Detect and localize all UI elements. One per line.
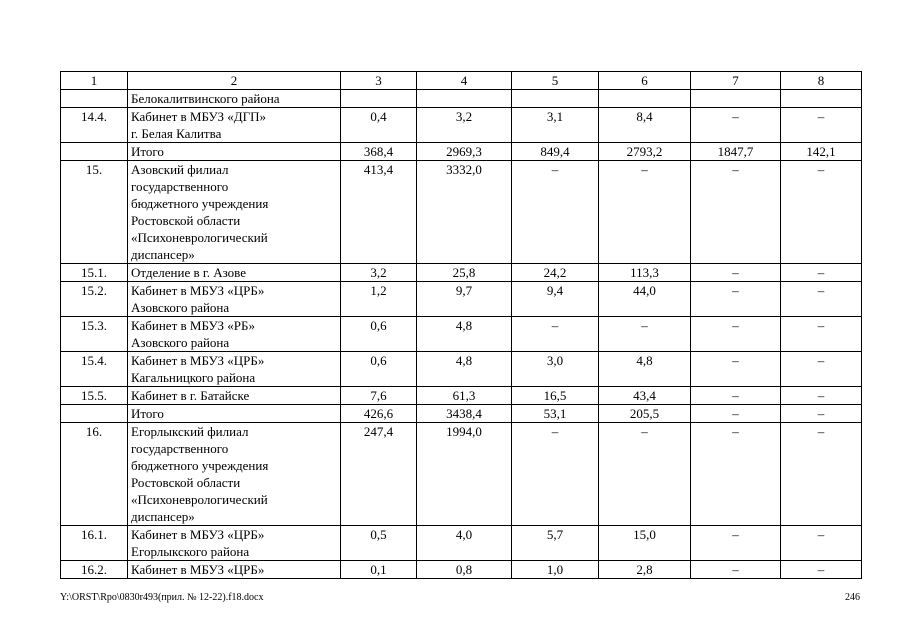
value-cell: 9,4 bbox=[512, 282, 599, 317]
row-name-line: бюджетного учреждения bbox=[131, 196, 269, 211]
value-cell: 2793,2 bbox=[599, 143, 691, 161]
header-cell: 6 bbox=[599, 72, 691, 90]
value-cell: 1,2 bbox=[341, 282, 417, 317]
row-name-line: Ростовской области bbox=[131, 213, 241, 228]
row-number-cell: 16.1. bbox=[61, 526, 128, 561]
value-cell: 4,8 bbox=[417, 317, 512, 352]
header-cell: 4 bbox=[417, 72, 512, 90]
header-cell: 8 bbox=[781, 72, 862, 90]
table-row bbox=[61, 108, 862, 143]
value-cell: 2969,3 bbox=[417, 143, 512, 161]
value-cell: 3438,4 bbox=[417, 405, 512, 423]
value-cell: 61,3 bbox=[417, 387, 512, 405]
row-number-cell: 15.2. bbox=[61, 282, 128, 317]
value-cell: – bbox=[781, 317, 862, 352]
value-cell: 426,6 bbox=[341, 405, 417, 423]
value-cell: – bbox=[691, 423, 781, 526]
row-name-line: Кабинет в МБУЗ «ДГП» bbox=[131, 109, 267, 124]
footer-page-number: 246 bbox=[845, 592, 860, 603]
value-cell: 247,4 bbox=[341, 423, 417, 526]
value-cell: 142,1 bbox=[781, 143, 862, 161]
value-cell bbox=[417, 90, 512, 108]
table-row bbox=[61, 282, 862, 317]
row-number-cell bbox=[61, 90, 128, 108]
row-name-line: Отделение в г. Азове bbox=[131, 265, 247, 280]
row-name-line: Азовского района bbox=[131, 300, 230, 315]
row-name-line: Кабинет в МБУЗ «ЦРБ» bbox=[131, 562, 265, 577]
value-cell: 0,4 bbox=[341, 108, 417, 143]
value-cell bbox=[341, 90, 417, 108]
row-number-cell: 14.4. bbox=[61, 108, 128, 143]
value-cell: – bbox=[781, 526, 862, 561]
value-cell: 3,2 bbox=[417, 108, 512, 143]
value-cell: 0,1 bbox=[341, 561, 417, 579]
row-name-cell bbox=[128, 108, 341, 143]
row-number-cell bbox=[61, 405, 128, 423]
row-name-line: Егорлыкского района bbox=[131, 544, 250, 559]
value-cell: 1,0 bbox=[512, 561, 599, 579]
data-table bbox=[60, 71, 862, 579]
value-cell: – bbox=[691, 561, 781, 579]
value-cell: 9,7 bbox=[417, 282, 512, 317]
value-cell: 0,5 bbox=[341, 526, 417, 561]
value-cell: – bbox=[691, 317, 781, 352]
row-name-line: Азовский филиал bbox=[131, 162, 229, 177]
value-cell: 25,8 bbox=[417, 264, 512, 282]
value-cell: 3,0 bbox=[512, 352, 599, 387]
value-cell: 3332,0 bbox=[417, 161, 512, 264]
row-number-cell: 16. bbox=[61, 423, 128, 526]
value-cell: – bbox=[691, 526, 781, 561]
row-name-line: «Психоневрологический bbox=[131, 230, 268, 245]
value-cell: – bbox=[781, 387, 862, 405]
value-cell: 16,5 bbox=[512, 387, 599, 405]
row-name-line: Азовского района bbox=[131, 335, 230, 350]
row-name-line: Ростовской области bbox=[131, 475, 241, 490]
value-cell: 15,0 bbox=[599, 526, 691, 561]
row-name-line: бюджетного учреждения bbox=[131, 458, 269, 473]
row-name-line: Итого bbox=[131, 144, 164, 159]
table-row bbox=[61, 423, 862, 526]
row-name-cell bbox=[128, 161, 341, 264]
value-cell: 1994,0 bbox=[417, 423, 512, 526]
value-cell: – bbox=[512, 161, 599, 264]
row-name-cell bbox=[128, 387, 341, 405]
header-row bbox=[61, 72, 862, 90]
value-cell: 24,2 bbox=[512, 264, 599, 282]
table-row bbox=[61, 143, 862, 161]
value-cell: – bbox=[512, 317, 599, 352]
value-cell: 4,8 bbox=[417, 352, 512, 387]
value-cell: 2,8 bbox=[599, 561, 691, 579]
row-number-cell: 15.4. bbox=[61, 352, 128, 387]
row-name-line: Кабинет в МБУЗ «ЦРБ» bbox=[131, 283, 265, 298]
row-number-cell: 15. bbox=[61, 161, 128, 264]
row-name-cell bbox=[128, 526, 341, 561]
value-cell: 44,0 bbox=[599, 282, 691, 317]
value-cell bbox=[691, 90, 781, 108]
row-number-cell: 15.5. bbox=[61, 387, 128, 405]
value-cell: 7,6 bbox=[341, 387, 417, 405]
value-cell: 3,2 bbox=[341, 264, 417, 282]
table-row bbox=[61, 561, 862, 579]
row-name-line: Итого bbox=[131, 406, 164, 421]
value-cell: 0,8 bbox=[417, 561, 512, 579]
value-cell: 413,4 bbox=[341, 161, 417, 264]
table-row bbox=[61, 161, 862, 264]
row-name-cell bbox=[128, 264, 341, 282]
row-name-line: государственного bbox=[131, 441, 229, 456]
value-cell: – bbox=[781, 561, 862, 579]
row-name-line: Белокалитвинского района bbox=[131, 91, 280, 106]
value-cell: – bbox=[781, 264, 862, 282]
table-row bbox=[61, 317, 862, 352]
table-row bbox=[61, 387, 862, 405]
value-cell bbox=[599, 90, 691, 108]
header-cell: 5 bbox=[512, 72, 599, 90]
footer-file-path: Y:\ORST\Rpo\0830r493(прил. № 12-22).f18.docx bbox=[60, 592, 264, 603]
row-name-cell bbox=[128, 405, 341, 423]
header-cell: 1 bbox=[61, 72, 128, 90]
value-cell: – bbox=[781, 161, 862, 264]
value-cell: 1847,7 bbox=[691, 143, 781, 161]
row-name-line: Кабинет в МБУЗ «РБ» bbox=[131, 318, 255, 333]
value-cell: – bbox=[512, 423, 599, 526]
value-cell bbox=[512, 90, 599, 108]
row-name-cell bbox=[128, 282, 341, 317]
value-cell: 43,4 bbox=[599, 387, 691, 405]
row-number-cell: 15.3. bbox=[61, 317, 128, 352]
table-body bbox=[61, 72, 862, 579]
value-cell: – bbox=[691, 387, 781, 405]
row-name-line: Кагальницкого района bbox=[131, 370, 256, 385]
value-cell: – bbox=[781, 282, 862, 317]
row-name-line: диспансер» bbox=[131, 247, 195, 262]
value-cell: – bbox=[599, 317, 691, 352]
value-cell: 113,3 bbox=[599, 264, 691, 282]
row-number-cell: 16.2. bbox=[61, 561, 128, 579]
table-row bbox=[61, 526, 862, 561]
value-cell: 53,1 bbox=[512, 405, 599, 423]
header-cell: 2 bbox=[128, 72, 341, 90]
value-cell: – bbox=[691, 161, 781, 264]
row-name-line: г. Белая Калитва bbox=[131, 126, 222, 141]
value-cell: – bbox=[599, 161, 691, 264]
row-name-cell bbox=[128, 143, 341, 161]
row-name-line: Кабинет в МБУЗ «ЦРБ» bbox=[131, 353, 265, 368]
row-name-line: Егорлыкский филиал bbox=[131, 424, 249, 439]
value-cell: – bbox=[691, 108, 781, 143]
row-name-cell bbox=[128, 90, 341, 108]
value-cell: 3,1 bbox=[512, 108, 599, 143]
table-row bbox=[61, 264, 862, 282]
value-cell: 0,6 bbox=[341, 317, 417, 352]
row-name-line: Кабинет в МБУЗ «ЦРБ» bbox=[131, 527, 265, 542]
value-cell: – bbox=[691, 264, 781, 282]
value-cell: 4,8 bbox=[599, 352, 691, 387]
row-name-line: Кабинет в г. Батайске bbox=[131, 388, 250, 403]
value-cell: – bbox=[781, 423, 862, 526]
value-cell: – bbox=[599, 423, 691, 526]
row-name-cell bbox=[128, 561, 341, 579]
value-cell: 368,4 bbox=[341, 143, 417, 161]
row-name-line: «Психоневрологический bbox=[131, 492, 268, 507]
value-cell: 849,4 bbox=[512, 143, 599, 161]
row-number-cell: 15.1. bbox=[61, 264, 128, 282]
table-row bbox=[61, 405, 862, 423]
value-cell: – bbox=[781, 352, 862, 387]
row-name-cell bbox=[128, 352, 341, 387]
value-cell: 205,5 bbox=[599, 405, 691, 423]
row-number-cell bbox=[61, 143, 128, 161]
value-cell: – bbox=[691, 352, 781, 387]
row-name-line: диспансер» bbox=[131, 509, 195, 524]
value-cell: – bbox=[781, 405, 862, 423]
table-row bbox=[61, 90, 862, 108]
row-name-cell bbox=[128, 317, 341, 352]
value-cell: 4,0 bbox=[417, 526, 512, 561]
value-cell: – bbox=[781, 108, 862, 143]
value-cell: 5,7 bbox=[512, 526, 599, 561]
table-row bbox=[61, 352, 862, 387]
row-name-line: государственного bbox=[131, 179, 229, 194]
header-cell: 7 bbox=[691, 72, 781, 90]
value-cell: 8,4 bbox=[599, 108, 691, 143]
value-cell: 0,6 bbox=[341, 352, 417, 387]
header-cell: 3 bbox=[341, 72, 417, 90]
value-cell bbox=[781, 90, 862, 108]
value-cell: – bbox=[691, 405, 781, 423]
value-cell: – bbox=[691, 282, 781, 317]
row-name-cell bbox=[128, 423, 341, 526]
